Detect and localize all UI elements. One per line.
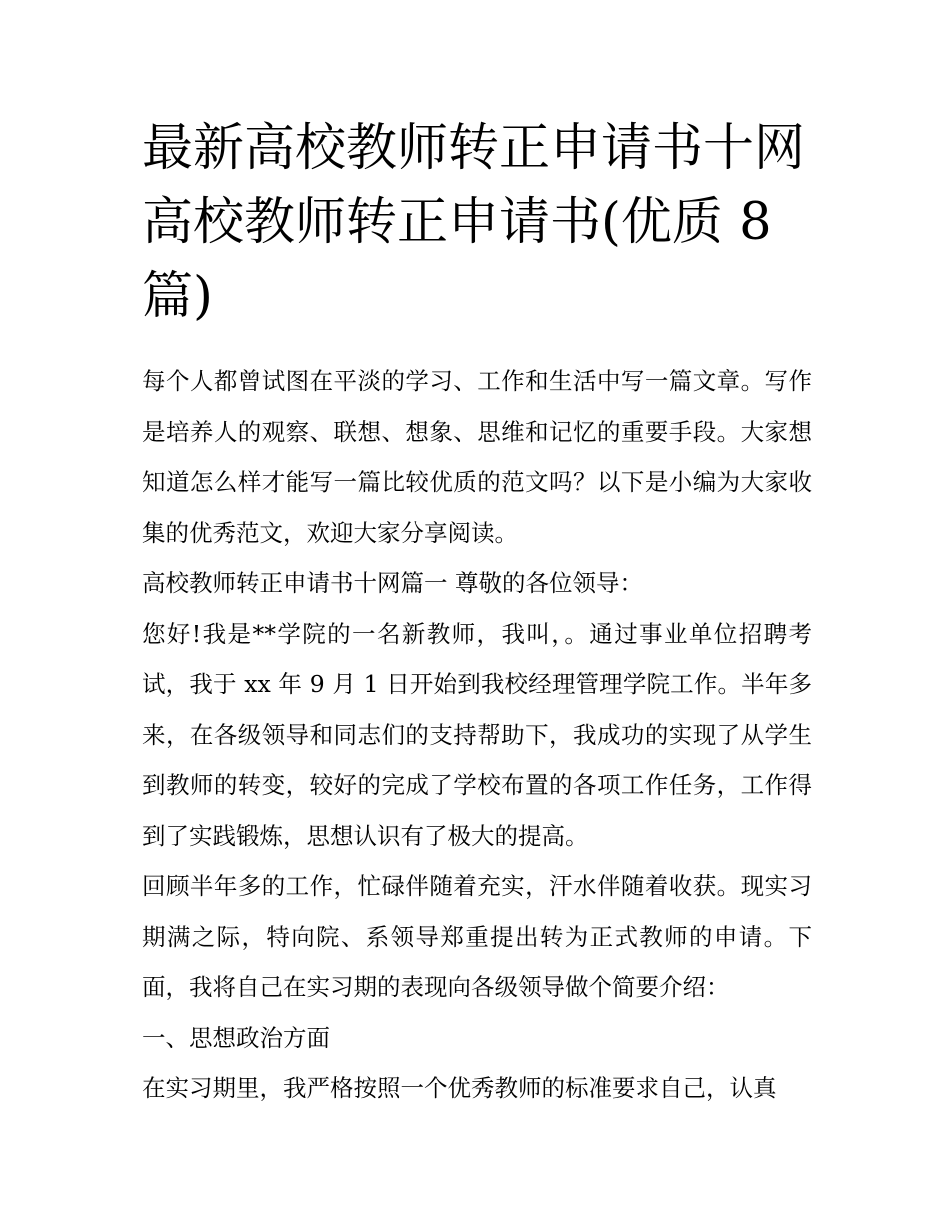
document-body [142, 356, 812, 1114]
section-heading-ideology: 一、思想政治方面 [142, 1023, 330, 1052]
paragraph-review: 回顾半年多的工作，忙碌伴随着充实，汗水伴随着收获。现实习期满之际，特向院、系领导郑重提出转为正式教师的申请。下面，我将自己在实习期的表现向各级领导做个简要介绍： [142, 872, 812, 1001]
paragraph-ideology: 在实习期里，我严格按照一个优秀教师的标准要求自己，认真 [142, 1074, 777, 1102]
paragraph-intro: 每个人都曾试图在平淡的学习、工作和生活中写一篇文章。写作是培养人的观察、联想、想象、思维和记忆的重要手段。大家想知道怎么样才能写一篇比较优质的范文吗？以下是小编为大家收集的优秀范文，欢迎大家分享阅读。 [142, 367, 812, 547]
document-title: 最新高校教师转正申请书十网高校教师转正申请书(优质 8 篇) [142, 119, 806, 326]
paragraph-salutation: 高校教师转正申请书十网篇一 尊敬的各位领导： [142, 569, 643, 597]
paragraph-self-introduction: 您好!我是**学院的一名新教师，我叫，。通过事业单位招聘考试，我于 xx 年 9 月 1 日开始到我校经理管理学院工作。半年多来，在各级领导和同志们的支持帮助下，我成功的实现了从学生到教师的转变，较好的完成了学校布置的各项工作任务，工作得到了实践锻炼，思想认识有了极大的提高。 [142, 619, 812, 850]
